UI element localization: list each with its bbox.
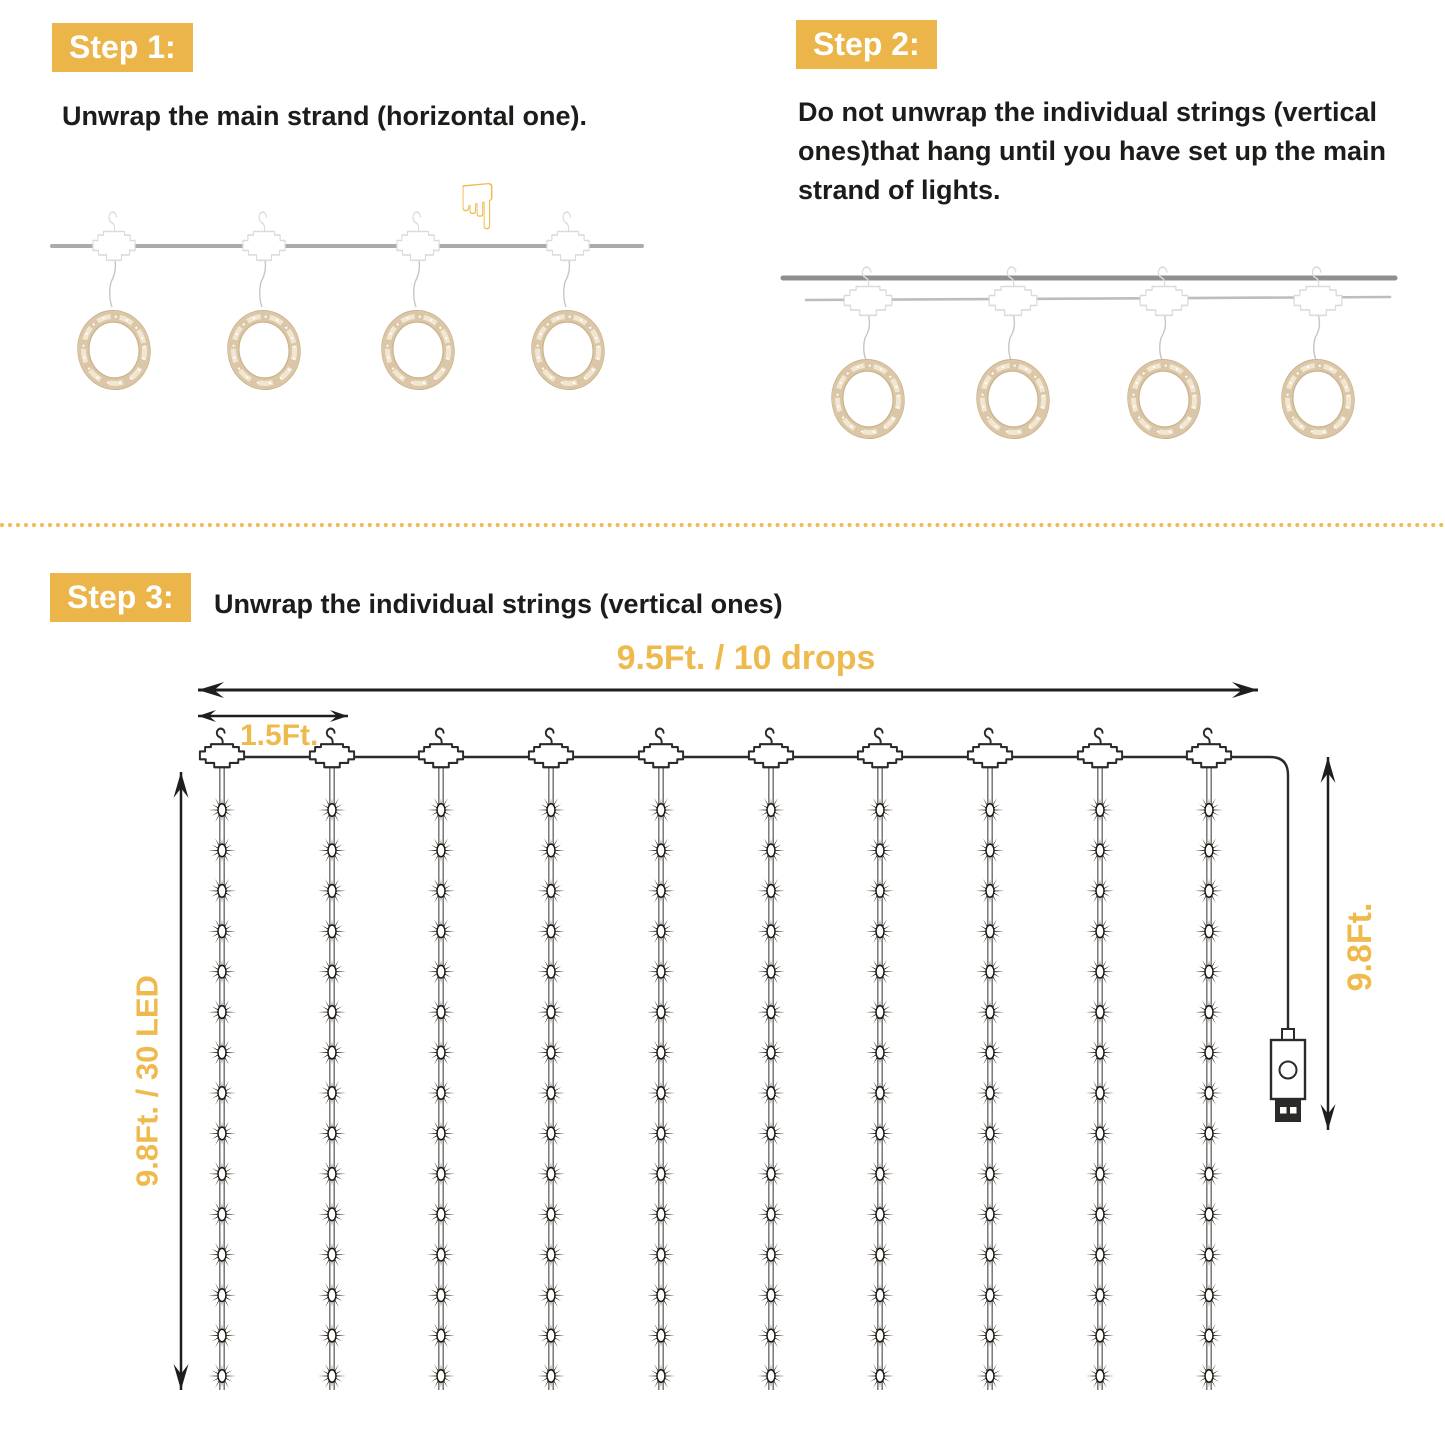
star-light-icon bbox=[208, 1202, 236, 1226]
star-light-icon bbox=[208, 919, 236, 943]
wrapped-coil-bundle bbox=[1277, 355, 1359, 443]
hanger-clip-icon bbox=[547, 212, 589, 260]
star-light-icon bbox=[537, 1121, 565, 1145]
curtain-top-wire bbox=[222, 757, 1288, 1029]
wrapped-coil-bundle bbox=[223, 306, 305, 394]
star-light-icon bbox=[976, 1323, 1004, 1347]
star-light-icon bbox=[1086, 1040, 1114, 1064]
star-light-icon bbox=[1195, 1283, 1223, 1307]
light-drop bbox=[537, 768, 565, 1390]
star-light-icon bbox=[427, 919, 455, 943]
star-light-icon bbox=[537, 1040, 565, 1064]
star-light-icon bbox=[537, 1243, 565, 1267]
star-light-icon bbox=[427, 798, 455, 822]
wrapped-coil-bundle bbox=[527, 306, 609, 394]
hanger-clip-icon bbox=[1294, 267, 1342, 315]
wrapped-coil-bundle bbox=[972, 355, 1054, 443]
star-light-icon bbox=[647, 879, 675, 903]
star-light-icon bbox=[427, 1121, 455, 1145]
step2-illustration bbox=[783, 267, 1395, 443]
star-light-icon bbox=[976, 1121, 1004, 1145]
star-light-icon bbox=[318, 1202, 346, 1226]
light-drop bbox=[976, 768, 1004, 1390]
star-light-icon bbox=[866, 960, 894, 984]
hanger-clip-icon bbox=[749, 729, 793, 768]
star-light-icon bbox=[1086, 879, 1114, 903]
star-light-icon bbox=[427, 1323, 455, 1347]
star-light-icon bbox=[647, 1323, 675, 1347]
star-light-icon bbox=[976, 1243, 1004, 1267]
star-light-icon bbox=[866, 1323, 894, 1347]
wrapped-coil-bundle bbox=[73, 306, 155, 394]
hanging-wire bbox=[1009, 314, 1015, 360]
star-light-icon bbox=[1195, 1202, 1223, 1226]
star-light-icon bbox=[427, 1081, 455, 1105]
star-light-icon bbox=[537, 1323, 565, 1347]
star-light-icon bbox=[427, 838, 455, 862]
star-light-icon bbox=[537, 1081, 565, 1105]
star-light-icon bbox=[537, 960, 565, 984]
star-light-icon bbox=[1195, 1364, 1223, 1388]
star-light-icon bbox=[647, 1081, 675, 1105]
star-light-icon bbox=[208, 1243, 236, 1267]
hanger-clip-icon bbox=[858, 729, 902, 768]
star-light-icon bbox=[757, 1364, 785, 1388]
star-light-icon bbox=[1086, 919, 1114, 943]
star-light-icon bbox=[208, 1000, 236, 1024]
star-light-icon bbox=[976, 1364, 1004, 1388]
star-light-icon bbox=[866, 1283, 894, 1307]
star-light-icon bbox=[1195, 838, 1223, 862]
star-light-icon bbox=[757, 1081, 785, 1105]
hanger-clip-icon bbox=[529, 729, 573, 768]
star-light-icon bbox=[647, 1243, 675, 1267]
star-light-icon bbox=[427, 960, 455, 984]
hanging-wire bbox=[864, 314, 870, 360]
star-light-icon bbox=[318, 1283, 346, 1307]
star-light-icon bbox=[866, 1081, 894, 1105]
star-light-icon bbox=[976, 798, 1004, 822]
star-light-icon bbox=[866, 1000, 894, 1024]
wrapped-coil-bundle bbox=[377, 306, 459, 394]
star-light-icon bbox=[537, 1162, 565, 1186]
star-light-icon bbox=[1195, 1243, 1223, 1267]
star-light-icon bbox=[647, 1202, 675, 1226]
light-drop bbox=[318, 768, 346, 1390]
star-light-icon bbox=[976, 919, 1004, 943]
star-light-icon bbox=[647, 798, 675, 822]
hanger-clip-icon bbox=[200, 729, 244, 768]
star-light-icon bbox=[757, 1283, 785, 1307]
star-light-icon bbox=[647, 1121, 675, 1145]
hanging-wire bbox=[1160, 314, 1166, 360]
star-light-icon bbox=[1086, 1162, 1114, 1186]
hanger-clip-icon bbox=[1187, 729, 1231, 768]
star-light-icon bbox=[647, 1364, 675, 1388]
usb-plug-icon bbox=[1275, 1099, 1301, 1122]
star-light-icon bbox=[757, 1040, 785, 1064]
star-light-icon bbox=[537, 919, 565, 943]
star-light-icon bbox=[976, 1000, 1004, 1024]
star-light-icon bbox=[757, 879, 785, 903]
star-light-icon bbox=[427, 1364, 455, 1388]
star-light-icon bbox=[866, 1040, 894, 1064]
star-light-icon bbox=[976, 879, 1004, 903]
star-light-icon bbox=[1086, 1121, 1114, 1145]
star-light-icon bbox=[1086, 1000, 1114, 1024]
star-light-icon bbox=[1086, 1202, 1114, 1226]
star-light-icon bbox=[647, 838, 675, 862]
star-light-icon bbox=[976, 1081, 1004, 1105]
hanger-clip-icon bbox=[968, 729, 1012, 768]
star-light-icon bbox=[866, 1202, 894, 1226]
star-light-icon bbox=[1195, 1000, 1223, 1024]
wrapped-coil-bundle bbox=[1123, 355, 1205, 443]
star-light-icon bbox=[866, 838, 894, 862]
star-light-icon bbox=[208, 1081, 236, 1105]
star-light-icon bbox=[647, 960, 675, 984]
hanging-wire bbox=[1314, 314, 1320, 360]
star-light-icon bbox=[866, 919, 894, 943]
step2-caption: Do not unwrap the individual strings (vertical ones)that hang until you have set up the main strand of lights. bbox=[798, 97, 1387, 206]
star-light-icon bbox=[208, 1283, 236, 1307]
hanging-wire bbox=[414, 255, 420, 307]
star-light-icon bbox=[318, 1162, 346, 1186]
star-light-icon bbox=[1086, 798, 1114, 822]
star-light-icon bbox=[866, 1162, 894, 1186]
step3-caption: Unwrap the individual strings (vertical ones) bbox=[214, 589, 783, 619]
star-light-icon bbox=[208, 1162, 236, 1186]
star-light-icon bbox=[976, 960, 1004, 984]
hanging-wire bbox=[110, 255, 116, 307]
star-light-icon bbox=[208, 838, 236, 862]
star-light-icon bbox=[537, 1000, 565, 1024]
star-light-icon bbox=[318, 1364, 346, 1388]
star-light-icon bbox=[866, 1121, 894, 1145]
star-light-icon bbox=[208, 960, 236, 984]
star-light-icon bbox=[1195, 1162, 1223, 1186]
star-light-icon bbox=[1195, 1040, 1223, 1064]
star-light-icon bbox=[1086, 1364, 1114, 1388]
dimension-label-right-height: 9.8Ft. bbox=[1341, 902, 1379, 992]
star-light-icon bbox=[537, 838, 565, 862]
star-light-icon bbox=[318, 838, 346, 862]
hanger-clip-icon bbox=[989, 267, 1037, 315]
star-light-icon bbox=[757, 960, 785, 984]
star-light-icon bbox=[647, 1162, 675, 1186]
hanger-clip-icon bbox=[844, 267, 892, 315]
light-drop bbox=[1086, 768, 1114, 1390]
star-light-icon bbox=[318, 1323, 346, 1347]
star-light-icon bbox=[318, 960, 346, 984]
star-light-icon bbox=[1195, 1121, 1223, 1145]
star-light-icon bbox=[318, 1121, 346, 1145]
star-light-icon bbox=[208, 1040, 236, 1064]
star-light-icon bbox=[866, 1243, 894, 1267]
star-light-icon bbox=[976, 1162, 1004, 1186]
star-light-icon bbox=[1195, 1081, 1223, 1105]
light-drop bbox=[866, 768, 894, 1390]
hanger-clip-icon bbox=[243, 212, 285, 260]
star-light-icon bbox=[647, 919, 675, 943]
star-light-icon bbox=[757, 919, 785, 943]
star-light-icon bbox=[647, 1040, 675, 1064]
star-light-icon bbox=[427, 1283, 455, 1307]
star-light-icon bbox=[537, 1283, 565, 1307]
star-light-icon bbox=[976, 1283, 1004, 1307]
star-light-icon bbox=[976, 838, 1004, 862]
star-light-icon bbox=[866, 879, 894, 903]
star-light-icon bbox=[1086, 960, 1114, 984]
star-light-icon bbox=[427, 1000, 455, 1024]
star-light-icon bbox=[1086, 1283, 1114, 1307]
hanger-clip-icon bbox=[419, 729, 463, 768]
star-light-icon bbox=[318, 919, 346, 943]
star-light-icon bbox=[318, 1000, 346, 1024]
star-light-icon bbox=[1086, 1323, 1114, 1347]
star-light-icon bbox=[866, 798, 894, 822]
star-light-icon bbox=[1086, 1081, 1114, 1105]
star-light-icon bbox=[427, 1162, 455, 1186]
star-light-icon bbox=[647, 1283, 675, 1307]
step3-badge: Step 3: bbox=[50, 573, 191, 622]
star-light-icon bbox=[427, 879, 455, 903]
star-light-icon bbox=[537, 1202, 565, 1226]
star-light-icon bbox=[427, 1202, 455, 1226]
star-light-icon bbox=[976, 1040, 1004, 1064]
step1-badge: Step 1: bbox=[52, 23, 193, 72]
light-drop bbox=[1195, 768, 1223, 1390]
star-light-icon bbox=[1086, 1243, 1114, 1267]
dimension-label-spacing: 1.5Ft. bbox=[240, 719, 319, 752]
star-light-icon bbox=[757, 1202, 785, 1226]
star-light-icon bbox=[1086, 838, 1114, 862]
dimension-label-width: 9.5Ft. / 10 drops bbox=[616, 639, 876, 677]
step3-illustration bbox=[174, 682, 1336, 1390]
star-light-icon bbox=[318, 879, 346, 903]
step2-badge: Step 2: bbox=[796, 20, 937, 69]
star-light-icon bbox=[537, 1364, 565, 1388]
star-light-icon bbox=[208, 1323, 236, 1347]
hanger-clip-icon bbox=[397, 212, 439, 260]
hanger-clip-icon bbox=[1140, 267, 1188, 315]
right-height-dimension-arrow bbox=[1321, 757, 1336, 1130]
star-light-icon bbox=[1195, 919, 1223, 943]
light-drop bbox=[647, 768, 675, 1390]
step1-illustration bbox=[52, 212, 642, 394]
star-light-icon bbox=[427, 1243, 455, 1267]
dimension-label-left-height: 9.8Ft. / 30 LED bbox=[129, 975, 165, 1187]
star-light-icon bbox=[208, 798, 236, 822]
step1-caption: Unwrap the main strand (horizontal one). bbox=[62, 101, 588, 131]
section-divider bbox=[0, 523, 1445, 527]
hanger-clip-icon bbox=[93, 212, 135, 260]
star-light-icon bbox=[208, 879, 236, 903]
light-drop bbox=[208, 768, 236, 1390]
star-light-icon bbox=[318, 1040, 346, 1064]
star-light-icon bbox=[647, 1000, 675, 1024]
star-light-icon bbox=[757, 1000, 785, 1024]
width-dimension-arrow bbox=[198, 682, 1258, 698]
star-light-icon bbox=[537, 798, 565, 822]
star-light-icon bbox=[427, 1040, 455, 1064]
star-light-icon bbox=[757, 1243, 785, 1267]
star-light-icon bbox=[757, 1121, 785, 1145]
hanger-clip-icon bbox=[639, 729, 683, 768]
star-light-icon bbox=[318, 1243, 346, 1267]
star-light-icon bbox=[757, 1162, 785, 1186]
star-light-icon bbox=[318, 798, 346, 822]
left-height-dimension-arrow bbox=[174, 772, 189, 1390]
light-drop bbox=[427, 768, 455, 1390]
star-light-icon bbox=[757, 1323, 785, 1347]
star-light-icon bbox=[1195, 798, 1223, 822]
star-light-icon bbox=[1195, 879, 1223, 903]
pointing-hand-icon: ☟ bbox=[458, 171, 497, 245]
star-light-icon bbox=[537, 879, 565, 903]
wrapped-coil-bundle bbox=[827, 355, 909, 443]
star-light-icon bbox=[318, 1081, 346, 1105]
star-light-icon bbox=[1195, 1323, 1223, 1347]
star-light-icon bbox=[757, 798, 785, 822]
usb-controller bbox=[1271, 1029, 1305, 1122]
star-light-icon bbox=[757, 838, 785, 862]
hanging-wire bbox=[260, 255, 266, 307]
light-drop bbox=[757, 768, 785, 1390]
star-light-icon bbox=[208, 1364, 236, 1388]
star-light-icon bbox=[976, 1202, 1004, 1226]
controller-button bbox=[1280, 1062, 1297, 1079]
hanger-clip-icon bbox=[1078, 729, 1122, 768]
star-light-icon bbox=[208, 1121, 236, 1145]
star-light-icon bbox=[866, 1364, 894, 1388]
hanging-wire bbox=[564, 255, 570, 307]
star-light-icon bbox=[1195, 960, 1223, 984]
